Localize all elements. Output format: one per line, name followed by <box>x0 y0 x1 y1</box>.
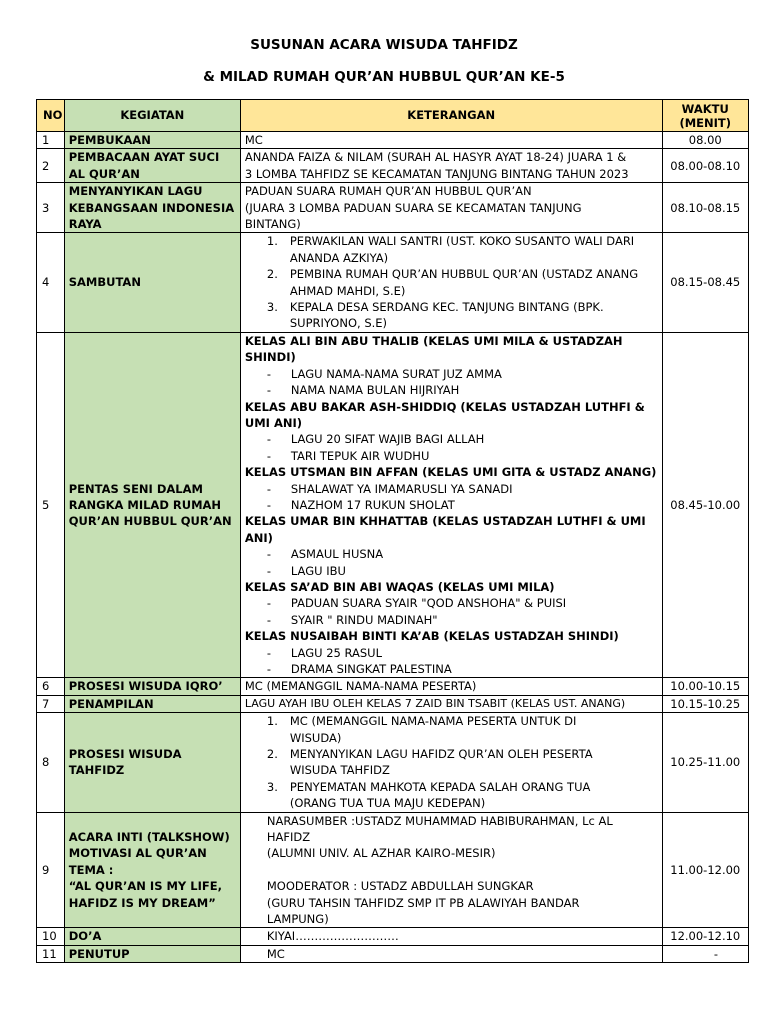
list-item: - LAGU 25 RASUL <box>266 645 382 660</box>
row-keterangan <box>240 713 662 812</box>
ket-line: 3 LOMBA TAHFIDZ SE KECAMATAN TANJUNG BINTANG TAHUN 2023 <box>244 166 629 181</box>
header-keterangan: KETERANGAN <box>240 100 662 132</box>
row-kegiatan: MENYANYIKAN LAGU KEBANGSAAN INDONESIA RAYA <box>64 183 240 233</box>
header-no: NO <box>37 100 65 132</box>
row-kegiatan: DO’A <box>64 928 240 945</box>
numbered-list <box>245 713 658 811</box>
ket-line: KIYAI……………………… <box>266 929 399 944</box>
document-title: SUSUNAN ACARA WISUDA TAHFIDZ <box>250 37 518 53</box>
header-waktu-line2: (MENIT) <box>679 115 732 130</box>
list-item: 1. MC (MEMANGGIL NAMA-NAMA PESERTA UNTUK DI WISUDA) <box>266 714 577 745</box>
table-row <box>37 332 749 678</box>
ket-line: ANANDA FAIZA & NILAM (SURAH AL HASYR AYAT 18-24) JUARA 1 & <box>244 150 627 165</box>
table-row <box>37 678 749 695</box>
row-keterangan <box>240 332 662 678</box>
list-item: - NAMA NAMA BULAN HIJRIYAH <box>266 383 460 398</box>
row-no: 10 <box>37 928 65 945</box>
group-heading: KELAS UTSMAN BIN AFFAN (KELAS UMI GITA & USTADZ ANANG) <box>244 465 657 480</box>
ket-line: LAGU AYAH IBU OLEH KELAS 7 ZAID BIN TSABIT (KELAS UST. ANANG) <box>244 696 626 710</box>
table-row <box>37 183 749 233</box>
ket-line: NARASUMBER :USTADZ MUHAMMAD HABIBURAHMAN, Lc AL <box>266 813 613 828</box>
table-row <box>37 149 749 183</box>
row-kegiatan: PEMBUKAAN <box>64 132 240 149</box>
row-kegiatan: PROSESI WISUDA TAHFIDZ <box>64 713 240 812</box>
list-item: - LAGU 20 SIFAT WAJIB BAGI ALLAH <box>266 432 485 447</box>
list-item: 3. KEPALA DESA SERDANG KEC. TANJUNG BINTANG (BPK. SUPRIYONO, S.E) <box>266 300 604 331</box>
row-waktu: 10.25-11.00 <box>662 713 748 812</box>
list-item: 1. PERWAKILAN WALI SANTRI (UST. KOKO SUSANTO WALI DARI ANANDA AZKIYA) <box>266 234 635 265</box>
numbered-list <box>245 233 658 331</box>
ket-line: PADUAN SUARA RUMAH QUR’AN HUBBUL QUR’AN <box>244 184 532 199</box>
row-no: 11 <box>37 945 65 962</box>
row-keterangan <box>240 183 662 233</box>
ket-line: HAFIDZ <box>266 830 311 845</box>
row-kegiatan: PENTAS SENI DALAM RANGKA MILAD RUMAH QUR’AN HUBBUL QUR’AN <box>64 332 240 678</box>
row-kegiatan: SAMBUTAN <box>64 233 240 332</box>
list-item: 3. PENYEMATAN MAHKOTA KEPADA SALAH ORANG TUA (ORANG TUA TUA MAJU KEDEPAN) <box>266 779 591 811</box>
list-item: - DRAMA SINGKAT PALESTINA <box>266 662 452 676</box>
row-no: 8 <box>37 713 65 812</box>
row-waktu: 08.00-08.10 <box>662 149 748 183</box>
list-item: - NAZHOM 17 RUKUN SHOLAT <box>266 497 455 512</box>
ket-line: (ALUMNI UNIV. AL AZHAR KAIRO-MESIR) <box>266 846 496 861</box>
document-subtitle: & MILAD RUMAH QUR’AN HUBBUL QUR’AN KE-5 <box>203 69 565 85</box>
table-row <box>37 233 749 332</box>
row-no: 7 <box>37 695 65 712</box>
list-item: 2. PEMBINA RUMAH QUR’AN HUBBUL QUR’AN (USTADZ ANANG AHMAD MAHDI, S.E) <box>266 267 639 298</box>
row-no: 4 <box>37 233 65 332</box>
list-item: - SYAIR " RINDU MADINAH" <box>266 612 438 627</box>
row-no: 6 <box>37 678 65 695</box>
group-heading: KELAS NUSAIBAH BINTI KA’AB (KELAS USTADZAH SHINDI) <box>244 629 619 644</box>
row-waktu: 08.10-08.15 <box>662 183 748 233</box>
ket-line: MC (MEMANGGIL NAMA-NAMA PESERTA) <box>244 679 477 694</box>
list-item: - TARI TEPUK AIR WUDHU <box>266 448 430 463</box>
row-no: 3 <box>37 183 65 233</box>
row-keterangan <box>240 233 662 332</box>
ket-line: MOODERATOR : USTADZ ABDULLAH SUNGKAR <box>266 879 534 894</box>
group-heading: KELAS ALI BIN ABU THALIB (KELAS UMI MILA & USTADZAH SHINDI) <box>244 333 623 365</box>
table-row <box>37 695 749 712</box>
ket-line: MC <box>244 133 263 147</box>
list-item: - PADUAN SUARA SYAIR "QOD ANSHOHA" & PUISI <box>266 596 567 611</box>
group-heading: KELAS SA’AD BIN ABI WAQAS (KELAS UMI MILA) <box>244 579 555 594</box>
list-item: - LAGU NAMA-NAMA SURAT JUZ AMMA <box>266 366 502 381</box>
row-keterangan <box>240 678 662 695</box>
row-keterangan <box>240 132 662 149</box>
table-row <box>37 713 749 812</box>
list-item: 2. MENYANYIKAN LAGU HAFIDZ QUR’AN OLEH PESERTA WISUDA TAHFIDZ <box>266 747 593 778</box>
header-waktu <box>662 100 748 132</box>
header-row <box>37 100 749 132</box>
row-waktu: 11.00-12.00 <box>662 812 748 928</box>
table-row <box>37 812 749 928</box>
row-no: 5 <box>37 332 65 678</box>
row-waktu: 08.45-10.00 <box>662 332 748 678</box>
row-no: 1 <box>37 132 65 149</box>
row-no: 9 <box>37 812 65 928</box>
row-keterangan <box>240 928 662 945</box>
row-no: 2 <box>37 149 65 183</box>
row-keterangan <box>240 945 662 962</box>
table-row <box>37 132 749 149</box>
group-heading: KELAS UMAR BIN KHHATTAB (KELAS USTADZAH LUTHFI & UMI ANI) <box>244 514 646 545</box>
schedule-table <box>36 99 749 963</box>
ket-line: BINTANG) <box>244 217 301 232</box>
ket-line: (GURU TAHSIN TAHFIDZ SMP IT PB ALAWIYAH BANDAR <box>266 895 580 910</box>
ket-line: LAMPUNG) <box>266 912 329 927</box>
row-waktu: 08.00 <box>662 132 748 149</box>
row-kegiatan: PENAMPILAN <box>64 695 240 712</box>
row-keterangan <box>240 149 662 183</box>
ket-line: MC <box>266 946 285 961</box>
row-keterangan <box>240 695 662 712</box>
row-waktu: 10.00-10.15 <box>662 678 748 695</box>
list-item: - ASMAUL HUSNA <box>266 547 384 562</box>
row-kegiatan: PEMBACAAN AYAT SUCI AL QUR’AN <box>64 149 240 183</box>
header-waktu-line1: WAKTU <box>681 101 729 116</box>
row-waktu: - <box>662 945 748 962</box>
row-waktu: 08.15-08.45 <box>662 233 748 332</box>
row-kegiatan: ACARA INTI (TALKSHOW) MOTIVASI AL QUR’AN TEMA : “AL QUR’AN IS MY LIFE, HAFIDZ IS MY DREAM” <box>64 812 240 928</box>
ket-line: (JUARA 3 LOMBA PADUAN SUARA SE KECAMATAN TANJUNG <box>244 200 582 215</box>
table-row <box>37 928 749 945</box>
row-kegiatan: PENUTUP <box>64 945 240 962</box>
row-waktu: 12.00-12.10 <box>662 928 748 945</box>
list-item: - SHALAWAT YA IMAMARUSLI YA SANADI <box>266 481 513 496</box>
table-row <box>37 945 749 962</box>
row-kegiatan: PROSESI WISUDA IQRO’ <box>64 678 240 695</box>
row-waktu: 10.15-10.25 <box>662 695 748 712</box>
list-item: - LAGU IBU <box>266 563 346 578</box>
row-keterangan <box>240 812 662 928</box>
header-kegiatan: KEGIATAN <box>64 100 240 132</box>
group-heading: KELAS ABU BAKAR ASH-SHIDDIQ (KELAS USTADZAH LUTHFI & UMI ANI) <box>244 399 645 430</box>
